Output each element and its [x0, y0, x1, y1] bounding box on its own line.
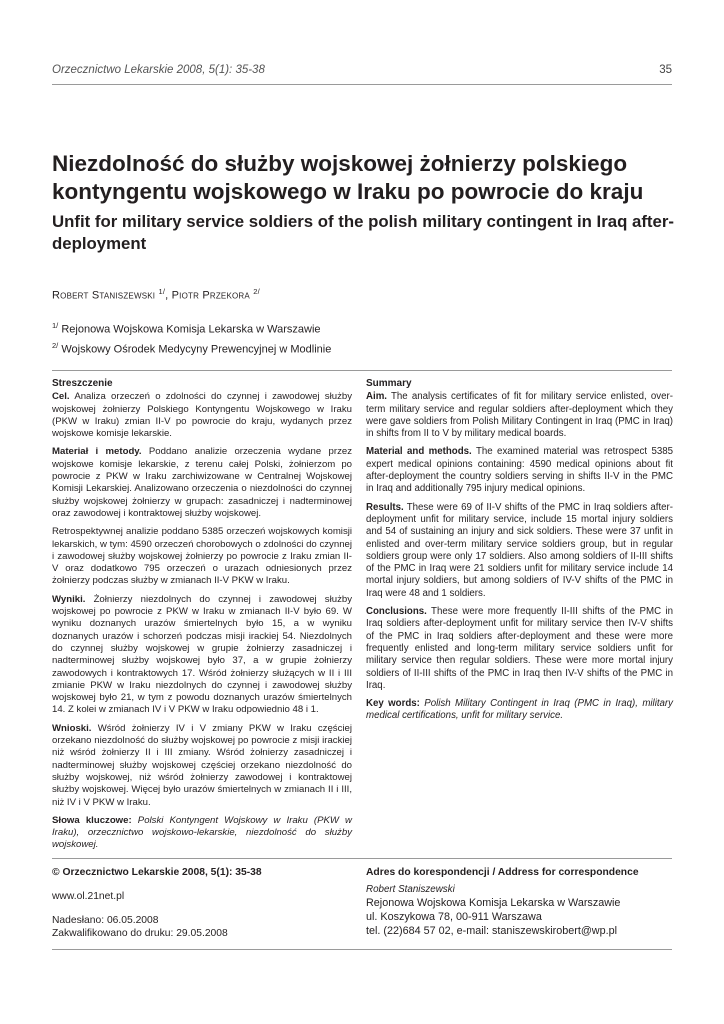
- footer-top-divider: [52, 858, 672, 859]
- affiliation-marker: 1/: [158, 287, 166, 296]
- abstract-paragraph: [366, 502, 673, 600]
- affiliation-line: [52, 318, 331, 338]
- abstract-paragraph: [52, 446, 352, 520]
- keywords-text: Polski Kontyngent Wojskowy w Iraku (PKW w Iraku), orzecznictwo wojskowo-lekarskie, niezdolność do służby wojskowej.: [52, 814, 352, 851]
- abstract-english: [366, 378, 673, 729]
- keywords-lead: Key words:: [366, 698, 420, 710]
- journal-citation: Orzecznictwo Lekarskie 2008, 5(1): 35-38: [52, 64, 265, 76]
- paragraph-text: Żołnierzy niezdolnych do czynnej i zawodowej służby wojskowej po powrocie z PKW w Iraku w zmianach II-V było 69. W wyniku doznanych urazów śmiertelnych było 15, a w wyniku doznanych urazów i schorzeń podczas misji irackiej 54. Niezdolnych do czynnej służby wojskowej w grupie żołnierzy zasadniczej i nadterminowej służby wojskowej było 37, a w grupie żołnierzy zawodowych i kontraktowych 17. Wśród żołnierzy służących w II i III zmianie PKW w Iraku niezdolnych do czynnej i zawodowej służby wojskowej było 21, w tym z powodu doznanych urazów śmiertelnych 14. Z kolei w zmianach IV i V PKW w Iraku odpowiednio 48 i 1.: [52, 593, 352, 716]
- abstract-paragraph: [366, 446, 673, 495]
- correspondence-contact: tel. (22)684 57 02, e-mail: staniszewskirobert@wp.pl: [366, 925, 618, 937]
- author-separator: ,: [165, 289, 172, 302]
- section-heading: Streszczenie: [52, 378, 113, 389]
- paragraph-lead: Wyniki.: [52, 593, 86, 605]
- abstract-paragraph: [52, 594, 352, 717]
- affiliation-line: [52, 338, 331, 358]
- abstract-polish: [52, 378, 352, 858]
- paragraph-text: Analiza orzeczeń o zdolności do czynnej i zawodowej służby wojskowej żołnierzy Polskiego Kontyngentu Wojskowego w Iraku (PKW w Iraku) zmian II-V po powrocie do kraju, wydanych przez wojskowe komisje lekarskie.: [52, 391, 352, 440]
- footer-bottom-divider: [52, 949, 672, 950]
- paragraph-lead: Aim.: [366, 391, 387, 403]
- paragraph-text: Retrospektywnej analizie poddano 5385 orzeczeń wojskowych komisji lekarskich, w tym: 4590 orzeczeń chorobowych o zdolności do czynnej i zawodowej służby wojskowej żołnierzy po powrocie z Iraku zmian II-V oraz dodatkowo 795 orzeczeń o urazach odniesionych przez żołnierzy podczas służby w zmianach II-V PKW w Iraku.: [52, 526, 352, 587]
- correspondence-street: ul. Koszykowa 78, 00-911 Warszawa: [366, 911, 542, 923]
- paragraph-lead: Conclusions.: [366, 606, 427, 618]
- paragraph-lead: Wnioski.: [52, 722, 92, 734]
- paragraph-text: The analysis certificates of fit for military service enlisted, over-term military service and regular soldiers after-deployment which they were gave soldiers from Polish Military Contingent in Iraq (PMC in Iraq) in shifts from II to V by military medical boards.: [366, 391, 673, 440]
- paragraph-lead: Materiał i metody.: [52, 446, 142, 458]
- abstract-paragraph: [52, 526, 352, 587]
- copyright-line: © Orzecznictwo Lekarskie 2008, 5(1): 35-38: [52, 867, 262, 878]
- journal-website: www.ol.21net.pl: [52, 891, 125, 902]
- correspondence-address: [366, 866, 673, 938]
- received-date: Nadesłano: 06.05.2008: [52, 915, 159, 926]
- correspondence-institution: Rejonowa Wojskowa Komisja Lekarska w Warszawie: [366, 897, 621, 909]
- author-name: Piotr Przekora: [171, 289, 250, 302]
- paragraph-text: The examined material was retrospect 5385 expert medical opinions containing: 4590 medical opinions about fit after-deployment the country soldiers serving in shifts II-V in the PMC in Iraq and additionally 795 injury medical opinions.: [366, 446, 673, 495]
- affiliation-list: [52, 318, 331, 357]
- abstract-paragraph: [52, 723, 352, 809]
- abstract-paragraph: [52, 391, 352, 440]
- affiliation-marker: 1/: [52, 321, 59, 330]
- paragraph-lead: Results.: [366, 501, 404, 513]
- running-header: [52, 64, 672, 82]
- accepted-date: Zakwalifikowano do druku: 29.05.2008: [52, 928, 228, 939]
- header-divider: [52, 84, 672, 85]
- correspondence-heading: Adres do korespondencji / Address for correspondence: [366, 867, 639, 878]
- abstract-top-divider: [52, 370, 672, 371]
- page-number: 35: [659, 64, 672, 76]
- author-name: Robert Staniszewski: [52, 289, 156, 302]
- affiliation-text: Rejonowa Wojskowa Komisja Lekarska w Warszawie: [58, 323, 321, 336]
- paragraph-text: These were more frequently II-III shifts of the PMC in Iraq soldiers after-deployment unfit for military service then IV-V shifts of the PMC in Iraq soldiers after-deployment and these were more frequently enlisted and long-term military service soldiers unfit for military service then regular soldiers. These were more mortal injury soldiers of II-III shifts of the PMC in Iraq then IV-V shifts of the PMC in Iraq.: [366, 606, 673, 691]
- correspondence-name: Robert Staniszewski: [366, 884, 455, 895]
- paragraph-text: These were 69 of II-V shifts of the PMC in Iraq soldiers after-deployment unfit for military service, include 15 mortal injury soldiers and 54 of sustaining an injury and sick soldiers. These were 37 unfit in enlisted and over-term military service soldiers group, but in regular soldiers group were only 17 soldiers. Also among soldiers of II-III shifts of the PMC in Iraq were 21 soldiers unfit for military service include 14 mortal injury soldiers, but among soldiers of IV-V shifts of the PMC in Iraq were 48 and 1 soldiers.: [366, 501, 673, 599]
- keywords: [52, 815, 352, 852]
- article-title-english: Unfit for military service soldiers of the polish military contingent in Iraq after-deployment: [52, 212, 674, 253]
- author-list: [52, 287, 260, 302]
- paragraph-text: Poddano analizie orzeczenia wydane przez wojskowe komisje lekarskie, z terenu całej Polski, żołnierzom po powrocie z PKW w Iraku zarchiwizowane w Centralnej Wojskowej Komisji Lekarskiej. Analizowano orzeczenia o niezdolności do czynnej służby wojskowej żołnierzy w grupach: zasadniczej i nadterminowej oraz zawodowej i kontraktowej służby wojskowej.: [52, 446, 352, 519]
- paragraph-lead: Material and methods.: [366, 446, 472, 458]
- paragraph-text: Wśród żołnierzy IV i V zmiany PKW w Iraku częściej orzekano niezdolność do służby wojskowej po powrocie z misji irackiej niż wśród żołnierzy II i III zmiany. Wśród żołnierzy zasadniczej i nadterminowej służby wojskowej częściej orzekano niezdolność do służby wojskowej, niż wśród żołnierzy zawodowej i kontraktowej służby wojskowej. Więcej było urazów śmiertelnych w zmianach II i III, niż IV i V PKW w Iraku.: [52, 722, 352, 808]
- article-title-polish: Niezdolność do służby wojskowej żołnierzy polskiego kontyngentu wojskowego w Iraku po powrocie do kraju: [52, 151, 644, 204]
- keywords-text: Polish Military Contingent in Iraq (PMC in Iraq), military medical certifications, unfit for military service.: [366, 698, 673, 722]
- abstract-paragraph: [366, 606, 673, 692]
- affiliation-marker: 2/: [52, 340, 59, 350]
- affiliation-marker: 2/: [253, 287, 260, 296]
- publication-info: [52, 866, 352, 940]
- abstract-paragraph: [366, 391, 673, 440]
- keywords: [366, 698, 673, 723]
- section-heading: Summary: [366, 378, 412, 389]
- keywords-lead: Słowa kluczowe:: [52, 814, 132, 826]
- paragraph-lead: Cel.: [52, 391, 70, 403]
- affiliation-text: Wojskowy Ośrodek Medycyny Prewencyjnej w Modlinie: [58, 343, 332, 356]
